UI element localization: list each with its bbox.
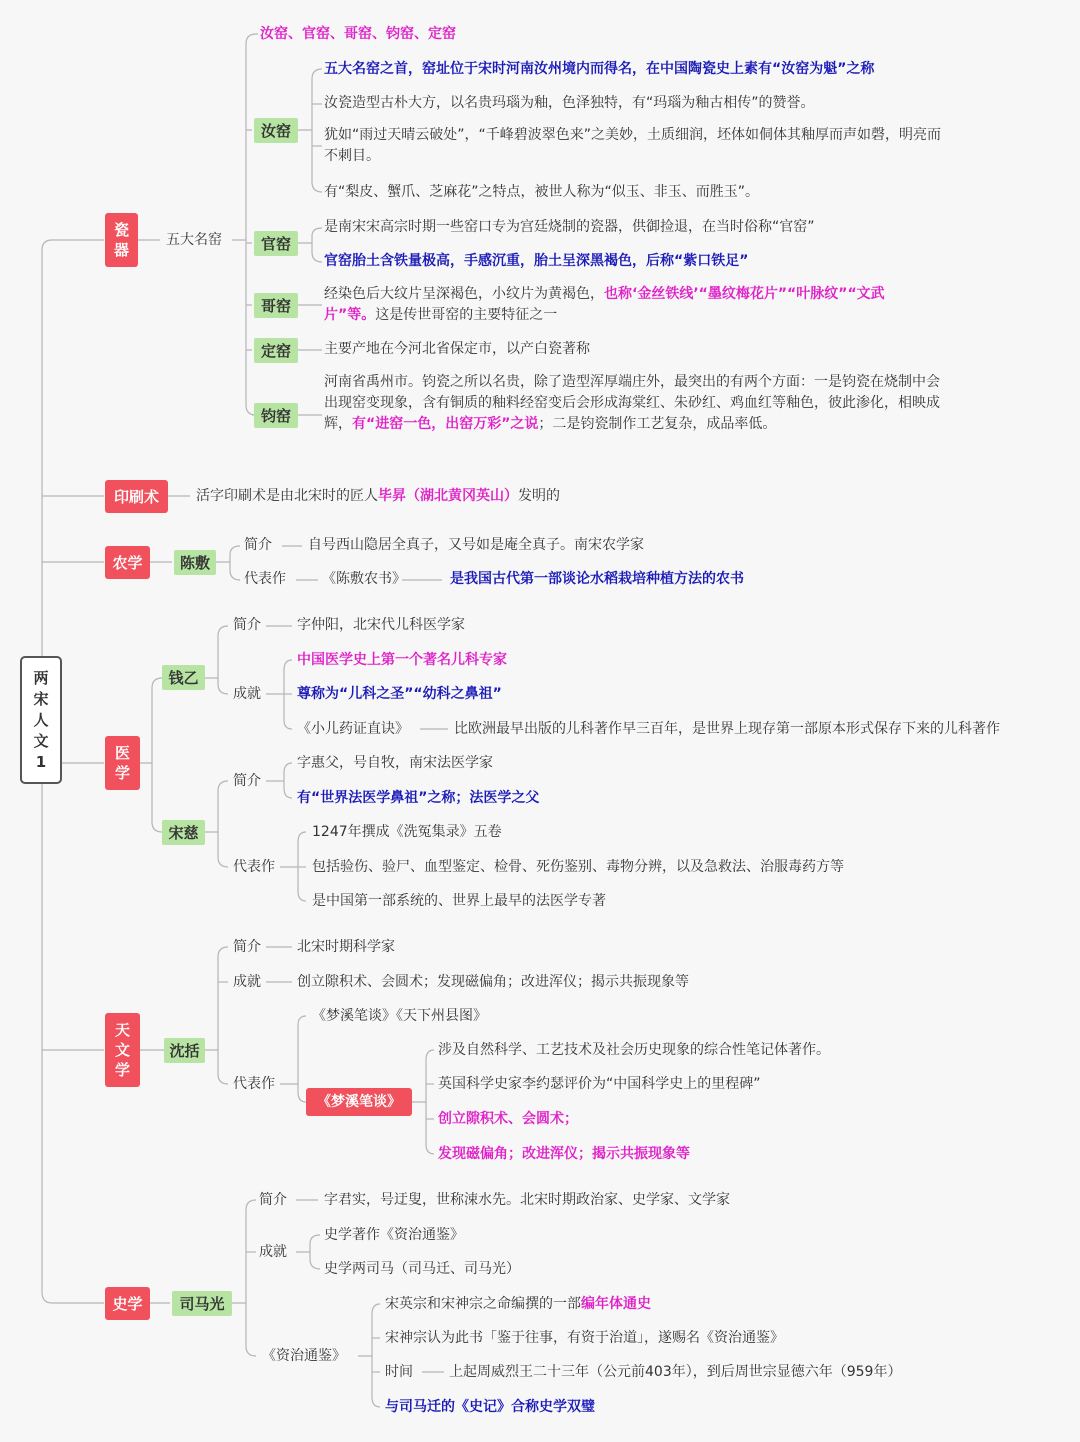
astro-intro: 北宋时期科学家 (297, 939, 395, 955)
hist-ach-1: 史学著作《资治通鉴》 (324, 1227, 464, 1243)
astro-work-1: 《梦溪笔谈》《天下州县图》 (312, 1008, 487, 1024)
topic-med[interactable] (105, 736, 140, 790)
topic-hist[interactable]: 史学 (105, 1287, 150, 1320)
jun-node[interactable]: 钧窑 (254, 403, 298, 428)
topic-ci-char: 器 (113, 241, 129, 259)
topic-ci[interactable] (105, 213, 138, 267)
song-work-1: 1247年撰成《洗冤集录》五卷 (312, 824, 502, 840)
hist-ach-label: 成就 (259, 1244, 287, 1260)
chenfu-node[interactable]: 陈敷 (174, 550, 216, 575)
topic-med-char: 医 (114, 744, 130, 762)
ru-node[interactable]: 汝窑 (254, 118, 298, 143)
qian-intro-label: 简介 (233, 617, 261, 633)
songci-node[interactable]: 宋慈 (162, 820, 205, 845)
root-char: 1 (35, 752, 47, 771)
hist-book-1: 宋英宗和宋神宗之命编撰的一部编年体通史 (385, 1296, 651, 1312)
agri-intro-label: 简介 (244, 537, 272, 553)
astro-ach: 创立隙积术、会圆术；发现磁偏角；改进浑仪；揭示共振现象等 (297, 974, 689, 990)
agri-work-label: 代表作 (244, 571, 286, 587)
topic-astro-char: 学 (114, 1061, 130, 1079)
ci-group: 五大名窑 (166, 232, 222, 248)
ci-list: 汝窑、官窑、哥窑、钧窑、定窑 (260, 26, 456, 42)
guan-note-2: 官窑胎土含铁量极高，手感沉重，胎土呈深黑褐色，后称“紫口铁足” (324, 253, 749, 269)
qian-book: 《小儿药证直诀》 (297, 721, 409, 737)
song-work-2: 包括验伤、验尸、血型鉴定、检骨、死伤鉴别、毒物分辨，以及急救法、治服毒药方等 (312, 859, 844, 875)
hist-intro: 字君实，号迂叟，世称涑水先。北宋时期政治家、史学家、文学家 (324, 1192, 730, 1208)
guan-note-1: 是南宋宋高宗时期一些窑口专为宫廷烧制的瓷器，供御捡退，在当时俗称“官窑” (324, 219, 815, 235)
mengxi-note-3: 创立隙积术、会圆术； (438, 1111, 578, 1127)
root-char: 宋 (33, 689, 49, 708)
topic-astro-char: 天 (114, 1021, 130, 1039)
agri-intro: 自号西山隐居全真子，又号如是庵全真子。南宋农学家 (308, 537, 644, 553)
shenkuo-node[interactable]: 沈括 (164, 1038, 205, 1063)
ding-note: 主要产地在今河北省保定市，以产白瓷著称 (324, 341, 590, 357)
mengxi-book-node[interactable]: 《梦溪笔谈》 (306, 1088, 412, 1116)
root-char: 文 (33, 731, 49, 750)
ru-note-2: 汝瓷造型古朴大方，以名贵玛瑙为釉，色泽独特，有“玛瑙为釉古相传”的赞誉。 (324, 95, 815, 111)
print-note: 活字印刷术是由北宋时的匠人毕昇（湖北黄冈英山）发明的 (196, 488, 560, 504)
song-work-3: 是中国第一部系统的、世界上最早的法医学专著 (312, 893, 606, 909)
mengxi-note-4: 发现磁偏角；改进浑仪；揭示共振现象等 (438, 1146, 690, 1162)
topic-ci-char: 瓷 (113, 221, 129, 239)
song-intro-2: 有“世界法医学鼻祖”之称；法医学之父 (297, 790, 540, 806)
qian-intro: 字仲阳，北宋代儿科医学家 (297, 617, 465, 633)
ru-note-1: 五大名窑之首，窑址位于宋时河南汝州境内而得名，在中国陶瓷史上素有“汝窑为魁”之称 (324, 61, 875, 77)
hist-book: 《资治通鉴》 (262, 1348, 346, 1364)
song-work-label: 代表作 (233, 859, 275, 875)
ru-note-4: 有“梨皮、蟹爪、芝麻花”之特点，被世人称为“似玉、非玉、而胜玉”。 (324, 184, 760, 200)
mengxi-note-2: 英国科学史家李约瑟评价为“中国科学史上的里程碑” (438, 1076, 761, 1092)
song-intro-label: 简介 (233, 773, 261, 789)
simaguang-node[interactable]: 司马光 (172, 1291, 232, 1316)
astro-work-label: 代表作 (233, 1076, 275, 1092)
hist-time-label: 时间 (385, 1364, 413, 1380)
hist-time: 上起周威烈王二十三年（公元前403年），到后周世宗显德六年（959年） (449, 1364, 902, 1380)
hist-ach-2: 史学两司马（司马迁、司马光） (324, 1261, 520, 1277)
qian-ach-1: 中国医学史上第一个著名儿科专家 (297, 652, 507, 668)
ru-note-3: 犹如“雨过天晴云破处”，“千峰碧波翠色来”之美妙，土质细润，坯体如侗体其釉厚而声如磬，明亮而不刺目。 (324, 127, 942, 164)
ge-note: 经染色后大纹片呈深褐色，小纹片为黄褐色，也称‘金丝铁线’“墨纹梅花片”“叶脉纹”“文武片”等。这是传世哥窑的主要特征之一 (324, 286, 885, 323)
qian-ach-label: 成就 (233, 686, 261, 702)
qianyi-node[interactable]: 钱乙 (162, 665, 205, 690)
jun-note: 河南省禹州市。钧瓷之所以名贵，除了造型浑厚端庄外，最突出的有两个方面：一是钧瓷在烧制中会出现窑变现象，含有铜质的釉料经窑变后会形成海棠红、朱砂红、鸡血红等釉色，彼此渗化，相映成辉，有“进窑一色，出窑万彩”之说；二是钧瓷制作工艺复杂，成品率低。 (324, 374, 940, 432)
mengxi-note-1: 涉及自然科学、工艺技术及社会历史现象的综合性笔记体著作。 (438, 1042, 830, 1058)
topic-med-char: 学 (114, 764, 130, 782)
astro-intro-label: 简介 (233, 939, 261, 955)
root-char: 两 (33, 668, 49, 687)
hist-book-2: 宋神宗认为此书「鉴于往事，有资于治道」，遂赐名《资治通鉴》 (385, 1330, 784, 1346)
agri-work: 《陈敷农书》 (322, 571, 406, 587)
qian-book-desc: 比欧洲最早出版的儿科著作早三百年，是世界上现存第一部原本形式保存下来的儿科著作 (454, 721, 1000, 737)
ge-node[interactable]: 哥窑 (254, 293, 298, 318)
agri-work-desc: 是我国古代第一部谈论水稻栽培种植方法的农书 (450, 571, 744, 587)
hist-intro-label: 简介 (259, 1192, 287, 1208)
root-char: 人 (33, 710, 49, 729)
topic-agri[interactable]: 农学 (105, 546, 150, 579)
topic-astro[interactable] (105, 1013, 140, 1087)
guan-node[interactable]: 官窑 (254, 231, 298, 256)
topic-print[interactable]: 印刷术 (105, 480, 168, 513)
ding-node[interactable]: 定窑 (254, 338, 298, 363)
song-intro-1: 字惠父，号自牧，南宋法医学家 (297, 755, 493, 771)
hist-book-4: 与司马迁的《史记》合称史学双璧 (385, 1399, 595, 1415)
root-node[interactable] (20, 656, 62, 784)
qian-ach-2: 尊称为“儿科之圣”“幼科之鼻祖” (297, 686, 502, 702)
topic-astro-char: 文 (114, 1041, 130, 1059)
astro-ach-label: 成就 (233, 974, 261, 990)
